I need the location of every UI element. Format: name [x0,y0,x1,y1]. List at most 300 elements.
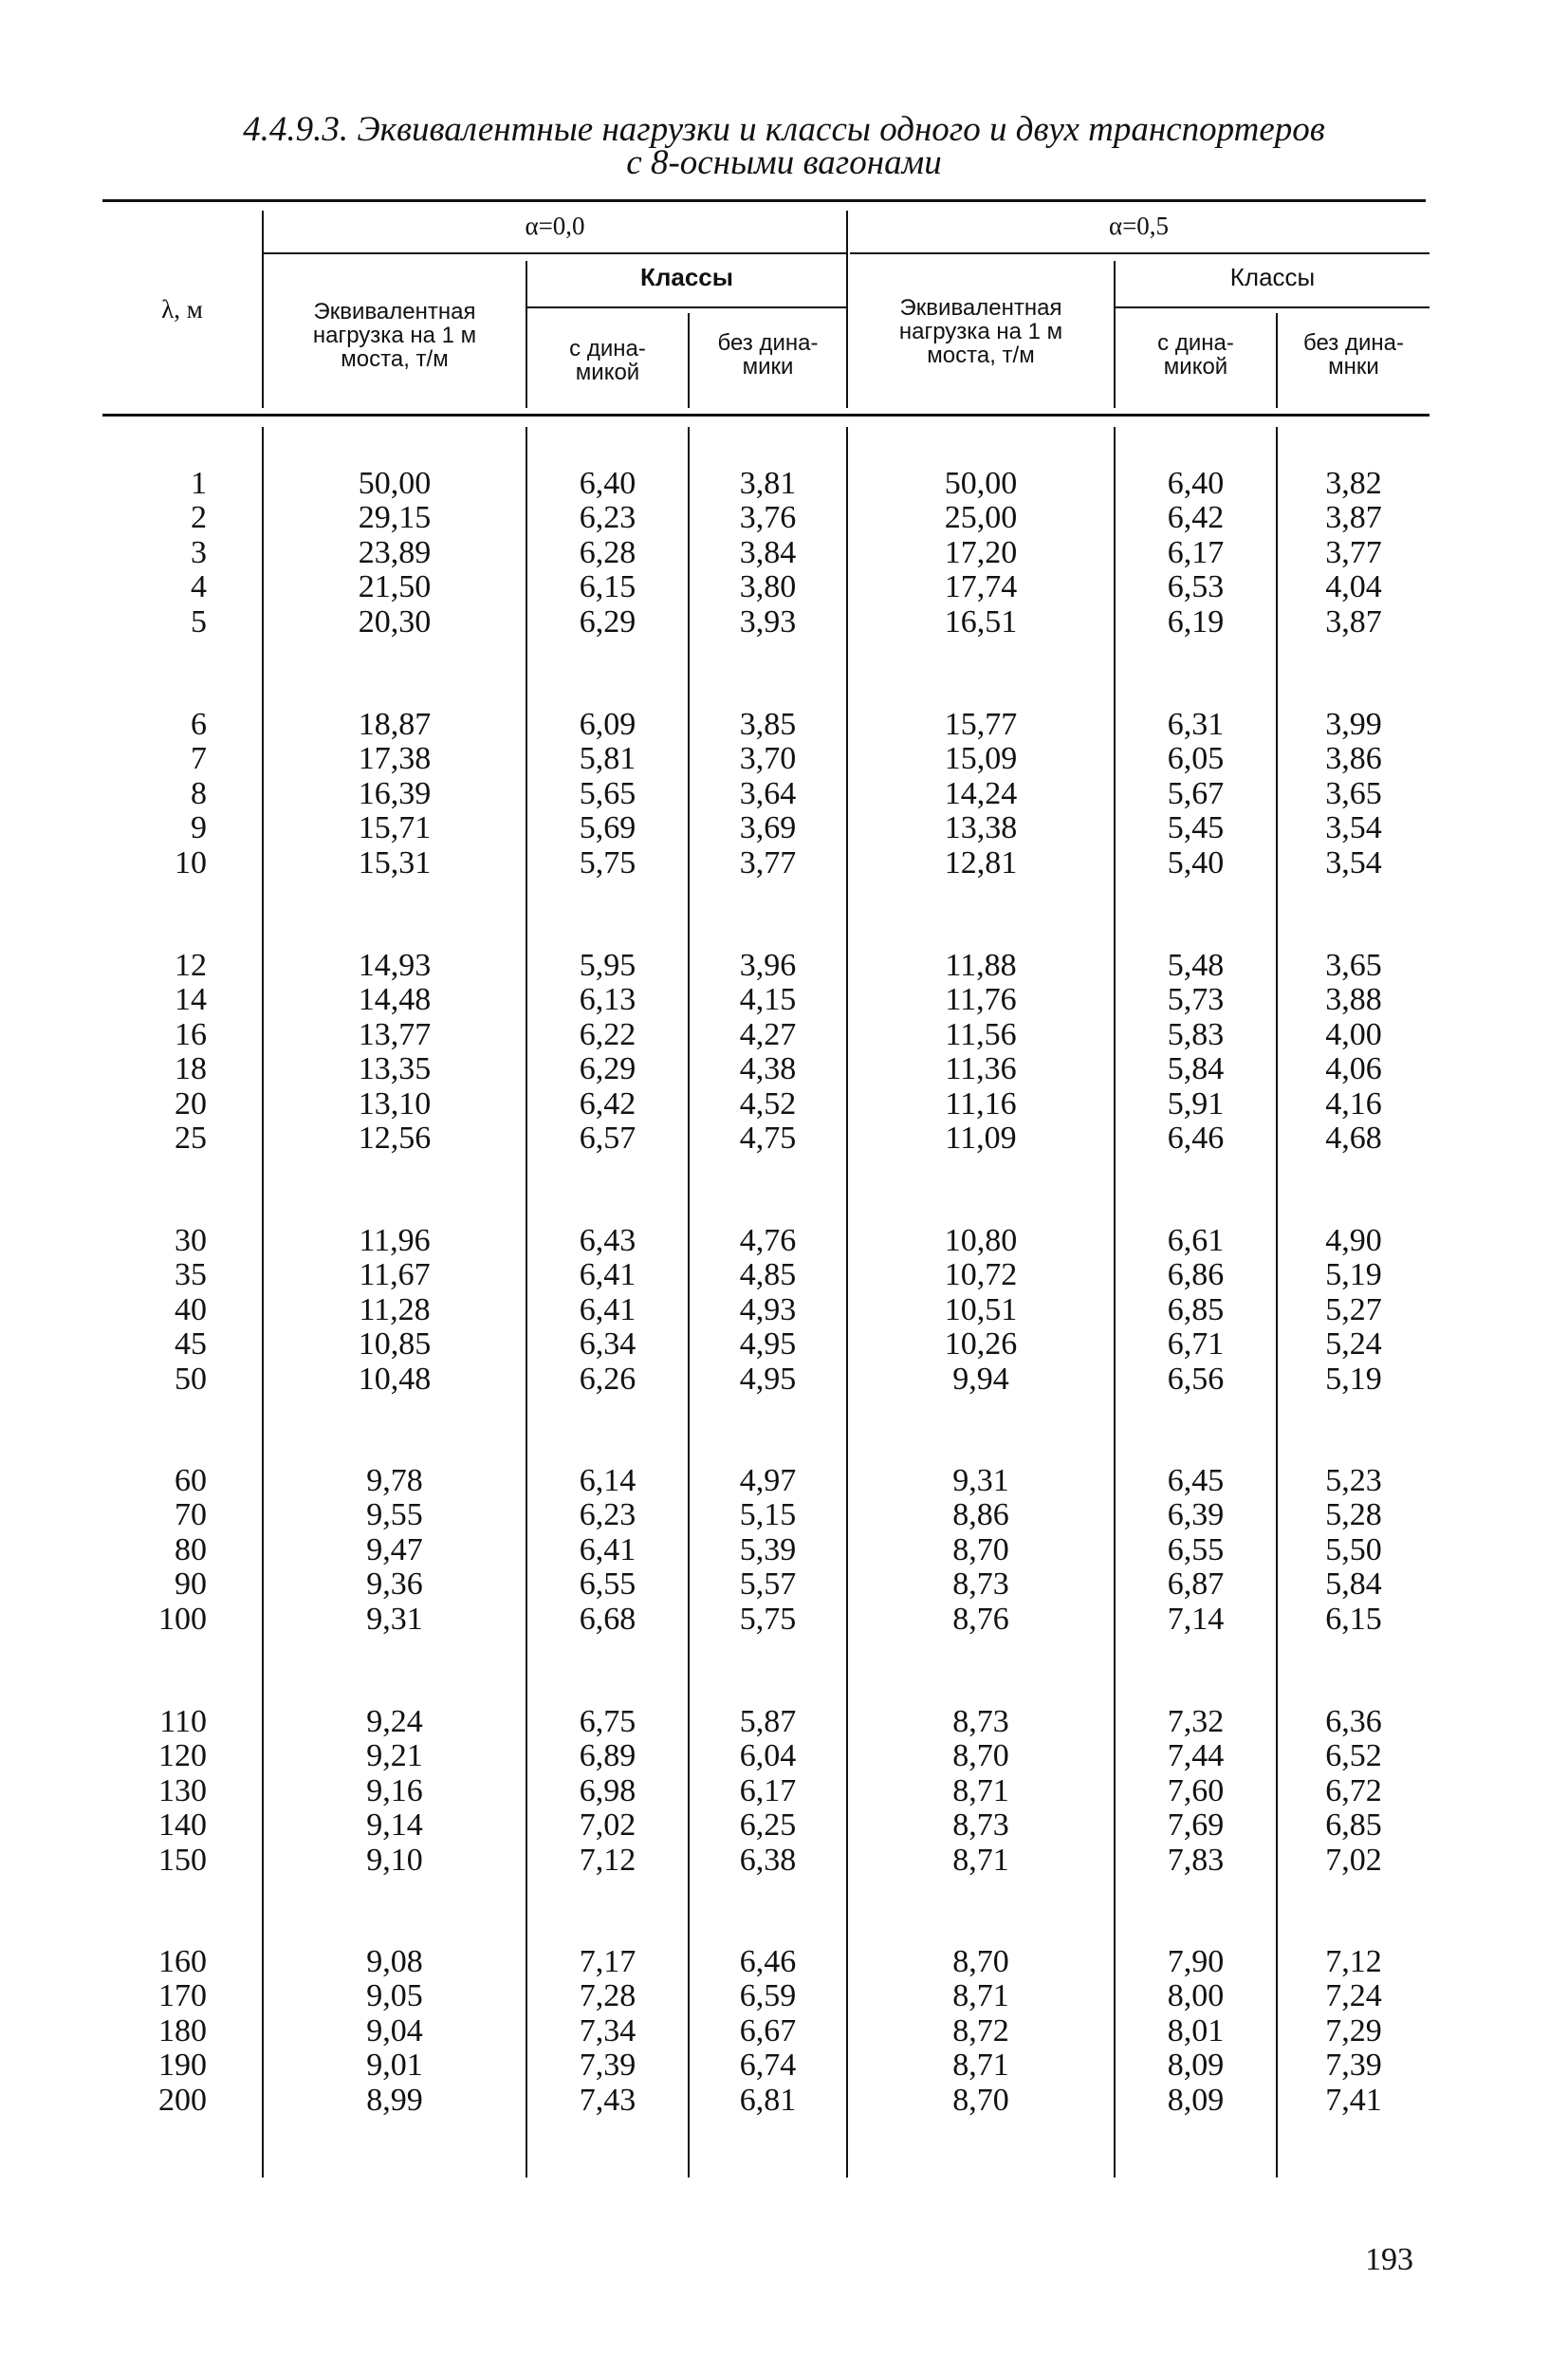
a0-load-cell: 20,30 [358,603,432,639]
header-without-dyn-a05 [1278,331,1430,379]
a0-dyn-cell: 6,41 [579,1531,636,1567]
row-group-7 [0,1945,1568,2125]
lambda-cell: 45 [175,1326,207,1362]
a05-load-cell: 12,81 [944,844,1018,880]
lambda-cell: 5 [191,603,207,639]
a0_nodyn-column [690,949,846,1156]
a0-dyn-cell: 6,55 [579,1566,636,1603]
a0-nodyn-cell: 4,27 [739,1016,797,1052]
a0-nodyn-cell: 4,75 [739,1120,797,1156]
a05-load-cell: 17,20 [944,534,1018,570]
a05-dyn-cell: 8,00 [1167,1978,1225,2014]
a0-load-cell: 13,10 [358,1085,432,1121]
a05-dyn-cell: 6,39 [1167,1497,1225,1533]
a0-nodyn-cell: 3,96 [739,948,797,983]
a0-nodyn-cell: 6,67 [739,2012,797,2048]
row-group-5 [0,1464,1568,1644]
a0-nodyn-cell: 4,93 [739,1291,797,1327]
a0_nodyn-column [690,1705,846,1878]
a05-dyn-cell: 8,09 [1167,2048,1225,2084]
a05_nodyn-column [1278,1224,1430,1397]
lambda-cell: 3 [191,534,207,570]
a0-nodyn-cell: 5,75 [739,1601,797,1637]
a05-dyn-cell: 6,55 [1167,1531,1225,1567]
a05-dyn-cell: 6,61 [1167,1223,1225,1258]
row-group-1 [0,467,1568,647]
a05-load-cell: 8,70 [952,1531,1009,1567]
lambda-cell: 18 [175,1051,207,1087]
header-alpha05: α=0,5 [1108,212,1170,240]
a0_load-column [264,1464,526,1637]
a0_nodyn-column [690,1464,846,1637]
a0-nodyn-cell: 3,84 [739,534,797,570]
a05-nodyn-cell: 6,52 [1325,1738,1382,1774]
a05-load-cell: 13,38 [944,810,1018,846]
lambda-column [102,949,207,1156]
a05-load-cell: 8,71 [952,1772,1009,1808]
a0-load-cell: 18,87 [358,707,432,742]
a0-load-cell: 29,15 [358,500,432,536]
a05_load-column [848,1705,1114,1878]
a0_load-column [264,467,526,639]
table-title-line-1: 4.4.9.3. Эквивалентные нагрузки и классы одного и двух транспортеров [243,110,1325,149]
a0-nodyn-cell: 3,76 [739,500,797,536]
a05_dyn-column [1116,1464,1276,1637]
lambda-column [102,1224,207,1397]
a05-dyn-cell: 5,84 [1167,1051,1225,1087]
a0-load-cell: 9,47 [366,1531,423,1567]
header-bottom-rule [102,414,1430,417]
a0-nodyn-cell: 4,97 [739,1463,797,1498]
lambda-cell: 25 [175,1120,207,1156]
a05-nodyn-cell: 3,99 [1325,707,1382,742]
header-equiv-load-a05 [848,296,1114,367]
a0-load-cell: 9,21 [366,1738,423,1774]
a0-load-cell: 11,96 [359,1223,431,1258]
lambda-cell: 110 [159,1704,207,1739]
a0-load-cell: 9,14 [366,1807,423,1844]
a05-nodyn-cell: 6,15 [1325,1601,1382,1637]
a0-nodyn-cell: 3,69 [739,810,797,846]
a05-nodyn-cell: 3,54 [1325,810,1382,846]
a05-dyn-cell: 6,17 [1167,534,1225,570]
a05-dyn-cell: 7,32 [1167,1704,1225,1739]
a0-nodyn-cell: 4,52 [739,1085,797,1121]
a0_load-column [264,1705,526,1878]
a05-dyn-cell: 7,14 [1167,1601,1225,1637]
lambda-cell: 4 [191,569,207,605]
a05-nodyn-cell: 7,39 [1325,2048,1382,2084]
a05-dyn-cell: 5,40 [1167,844,1225,880]
lambda-cell: 14 [175,982,207,1018]
a0-dyn-cell: 6,68 [579,1601,636,1637]
lambda-cell: 180 [158,2012,207,2048]
a05-dyn-cell: 6,46 [1167,1120,1225,1156]
a0-nodyn-cell: 3,81 [739,466,797,501]
header-classes-a0: Классы [640,263,733,291]
header-without-dyn-a0-line2: мики [742,354,794,380]
lambda-cell: 90 [175,1566,207,1603]
a0-load-cell: 9,08 [366,1944,423,1979]
a05-load-cell: 8,86 [952,1497,1009,1533]
a05-nodyn-cell: 5,19 [1325,1257,1382,1293]
a05-nodyn-cell: 3,87 [1325,500,1382,536]
a0_dyn-column [527,949,688,1156]
a0-dyn-cell: 6,15 [579,569,636,605]
a05-nodyn-cell: 6,85 [1325,1807,1382,1844]
lambda-column [102,1464,207,1637]
lambda-cell: 130 [158,1772,207,1808]
a05_load-column [848,949,1114,1156]
a0-nodyn-cell: 6,74 [739,2048,797,2084]
a0-load-cell: 14,93 [358,948,432,983]
a05-nodyn-cell: 5,84 [1325,1566,1382,1603]
a05-load-cell: 50,00 [944,466,1018,501]
a0-dyn-cell: 6,23 [579,1497,636,1533]
header-with-dyn-a05 [1116,331,1276,379]
a05-dyn-cell: 7,44 [1167,1738,1225,1774]
a05-nodyn-cell: 7,29 [1325,2012,1382,2048]
a0_dyn-column [527,1705,688,1878]
a05_load-column [848,1945,1114,2118]
a05-load-cell: 25,00 [944,500,1018,536]
a05-dyn-cell: 7,90 [1167,1944,1225,1979]
a0-load-cell: 9,36 [366,1566,423,1603]
a05-load-cell: 8,73 [952,1807,1009,1844]
header-lambda: λ, м [161,295,203,324]
a0-dyn-cell: 6,41 [579,1291,636,1327]
a05_dyn-column [1116,1705,1276,1878]
a05-nodyn-cell: 3,82 [1325,466,1382,501]
a0-dyn-cell: 7,02 [579,1807,636,1844]
a0-dyn-cell: 6,14 [579,1463,636,1498]
a05-load-cell: 11,56 [945,1016,1017,1052]
a0-dyn-cell: 7,34 [579,2012,636,2048]
a05-load-cell: 8,71 [952,1842,1009,1878]
a0-nodyn-cell: 3,93 [739,603,797,639]
a0-load-cell: 9,55 [366,1497,423,1533]
a05_nodyn-column [1278,949,1430,1156]
a05-load-cell: 11,36 [945,1051,1017,1087]
a05-load-cell: 9,31 [952,1463,1009,1498]
a0_nodyn-column [690,1224,846,1397]
a0_dyn-column [527,1224,688,1397]
a0-nodyn-cell: 5,87 [739,1704,797,1739]
header-equiv-load-a0-line2: нагрузка на 1 м [312,323,477,348]
a05-load-cell: 8,71 [952,2048,1009,2084]
a05-nodyn-cell: 7,12 [1325,1944,1382,1979]
a05-load-cell: 11,16 [945,1085,1017,1121]
a05-load-cell: 15,77 [944,707,1018,742]
a0-dyn-cell: 6,41 [579,1257,636,1293]
header-with-dyn-a0-line2: микой [575,360,640,385]
a05-nodyn-cell: 4,06 [1325,1051,1382,1087]
a05-dyn-cell: 6,19 [1167,603,1225,639]
a0-dyn-cell: 6,28 [579,534,636,570]
a05-dyn-cell: 6,42 [1167,500,1225,536]
a0-nodyn-cell: 3,64 [739,775,797,811]
classes-underline-right [1116,306,1430,308]
a0-nodyn-cell: 6,59 [739,1978,797,2014]
header-without-dyn-a05-line1: без дина- [1303,330,1404,356]
a0-load-cell: 21,50 [358,569,432,605]
a05_dyn-column [1116,1945,1276,2118]
lambda-cell: 6 [191,707,207,742]
a0-load-cell: 12,56 [358,1120,432,1156]
a05-load-cell: 10,26 [944,1326,1018,1362]
alpha0-underline [264,252,846,254]
a05_load-column [848,708,1114,880]
lambda-column [102,1945,207,2118]
a0-dyn-cell: 6,75 [579,1704,636,1739]
a0-nodyn-cell: 3,70 [739,741,797,777]
lambda-cell: 190 [158,2048,207,2084]
a05-load-cell: 8,71 [952,1978,1009,2014]
a05-nodyn-cell: 4,90 [1325,1223,1382,1258]
header-without-dyn-a0 [690,331,846,379]
a05-nodyn-cell: 5,23 [1325,1463,1382,1498]
a0-nodyn-cell: 4,15 [739,982,797,1018]
lambda-cell: 80 [175,1531,207,1567]
a0-load-cell: 14,48 [358,982,432,1018]
lambda-cell: 100 [158,1601,207,1637]
a0-load-cell: 15,71 [358,810,432,846]
a0-dyn-cell: 5,65 [579,775,636,811]
a05-dyn-cell: 6,85 [1167,1291,1225,1327]
a0-load-cell: 9,05 [366,1978,423,2014]
lambda-cell: 140 [158,1807,207,1844]
a0-nodyn-cell: 6,81 [739,2082,797,2118]
a0-load-cell: 11,28 [359,1291,431,1327]
lambda-cell: 150 [158,1842,207,1878]
a0-nodyn-cell: 5,39 [739,1531,797,1567]
a0-dyn-cell: 6,57 [579,1120,636,1156]
lambda-cell: 7 [191,741,207,777]
a0-nodyn-cell: 3,80 [739,569,797,605]
lambda-cell: 170 [158,1978,207,2014]
a05-dyn-cell: 6,86 [1167,1257,1225,1293]
a05-load-cell: 9,94 [952,1361,1009,1397]
a05-load-cell: 8,73 [952,1566,1009,1603]
lambda-column [102,467,207,639]
a0-load-cell: 9,31 [366,1601,423,1637]
a0-dyn-cell: 6,34 [579,1326,636,1362]
a05_nodyn-column [1278,708,1430,880]
a0_dyn-column [527,708,688,880]
a0-nodyn-cell: 4,76 [739,1223,797,1258]
a05-nodyn-cell: 3,88 [1325,982,1382,1018]
table-title-line-2: с 8-осными вагонами [626,143,942,182]
a0-nodyn-cell: 5,57 [739,1566,797,1603]
header-with-dyn-a05-line2: микой [1163,354,1228,380]
a05-nodyn-cell: 3,65 [1325,775,1382,811]
a05-load-cell: 11,09 [945,1120,1017,1156]
a05-load-cell: 8,72 [952,2012,1009,2048]
a0-load-cell: 9,78 [366,1463,423,1498]
a05-load-cell: 10,51 [944,1291,1018,1327]
a0-nodyn-cell: 6,38 [739,1842,797,1878]
a05-dyn-cell: 6,45 [1167,1463,1225,1498]
a05-nodyn-cell: 7,41 [1325,2082,1382,2118]
a05_dyn-column [1116,708,1276,880]
a05_dyn-column [1116,467,1276,639]
a05-nodyn-cell: 5,27 [1325,1291,1382,1327]
a0-dyn-cell: 6,13 [579,982,636,1018]
a0-dyn-cell: 5,75 [579,844,636,880]
a05-load-cell: 11,76 [945,982,1017,1018]
row-group-3 [0,948,1568,1156]
header-equiv-load-a0-line1: Эквивалентная [313,299,476,324]
a05-nodyn-cell: 5,24 [1325,1326,1382,1362]
a0-load-cell: 23,89 [358,534,432,570]
lambda-cell: 50 [175,1361,207,1397]
a05-load-cell: 16,51 [944,603,1018,639]
a0-load-cell: 10,85 [358,1326,432,1362]
lambda-cell: 10 [175,844,207,880]
a05-load-cell: 11,88 [945,948,1017,983]
header-equiv-load-a05-line2: нагрузка на 1 м [898,319,1063,344]
row-group-6 [0,1705,1568,1885]
a05_load-column [848,467,1114,639]
lambda-cell: 60 [175,1463,207,1498]
a05-dyn-cell: 6,31 [1167,707,1225,742]
a0-dyn-cell: 7,39 [579,2048,636,2084]
a05-dyn-cell: 5,45 [1167,810,1225,846]
a05-dyn-cell: 5,83 [1167,1016,1225,1052]
a0_load-column [264,949,526,1156]
a05-nodyn-cell: 5,28 [1325,1497,1382,1533]
a05-load-cell: 8,70 [952,2082,1009,2118]
a0-nodyn-cell: 4,38 [739,1051,797,1087]
a0-dyn-cell: 7,28 [579,1978,636,2014]
a0-load-cell: 8,99 [366,2082,423,2118]
a0-dyn-cell: 7,17 [579,1944,636,1979]
a05_nodyn-column [1278,1705,1430,1878]
a0-nodyn-cell: 6,04 [739,1738,797,1774]
a0-load-cell: 9,24 [366,1704,423,1739]
header-without-dyn-a0-line1: без дина- [717,330,819,356]
a0-load-cell: 9,16 [366,1772,423,1808]
a0-dyn-cell: 5,81 [579,741,636,777]
a0-nodyn-cell: 3,85 [739,707,797,742]
a0-dyn-cell: 6,22 [579,1016,636,1052]
header-with-dyn-a0 [527,337,688,384]
a0_dyn-column [527,467,688,639]
a05-dyn-cell: 6,87 [1167,1566,1225,1603]
a05-nodyn-cell: 5,50 [1325,1531,1382,1567]
a0-nodyn-cell: 5,15 [739,1497,797,1533]
lambda-cell: 1 [191,466,207,501]
lambda-column [102,1705,207,1878]
a0-dyn-cell: 7,12 [579,1842,636,1878]
a0-dyn-cell: 6,29 [579,603,636,639]
a05-load-cell: 8,73 [952,1704,1009,1739]
a05-nodyn-cell: 3,54 [1325,844,1382,880]
a05-load-cell: 8,70 [952,1944,1009,1979]
lambda-cell: 70 [175,1497,207,1533]
lambda-cell: 16 [175,1016,207,1052]
a0_load-column [264,1945,526,2118]
a05-dyn-cell: 6,40 [1167,466,1225,501]
a05-nodyn-cell: 7,02 [1325,1842,1382,1878]
a0-dyn-cell: 6,89 [579,1738,636,1774]
a05-nodyn-cell: 4,00 [1325,1016,1382,1052]
a05_nodyn-column [1278,1464,1430,1637]
a0-dyn-cell: 6,42 [579,1085,636,1121]
lambda-cell: 30 [175,1223,207,1258]
a0_nodyn-column [690,1945,846,2118]
a05-nodyn-cell: 3,86 [1325,741,1382,777]
a0_load-column [264,1224,526,1397]
a05-load-cell: 15,09 [944,741,1018,777]
a0-load-cell: 9,01 [366,2048,423,2084]
lambda-cell: 40 [175,1291,207,1327]
a05-nodyn-cell: 6,36 [1325,1704,1382,1739]
lambda-cell: 8 [191,775,207,811]
a05-load-cell: 8,76 [952,1601,1009,1637]
alpha05-underline [850,252,1430,254]
a0-load-cell: 9,04 [366,2012,423,2048]
a05_load-column [848,1224,1114,1397]
a0-load-cell: 9,10 [366,1842,423,1878]
a05-dyn-cell: 7,83 [1167,1842,1225,1878]
a0-load-cell: 13,35 [358,1051,432,1087]
a05-dyn-cell: 8,09 [1167,2082,1225,2118]
a05-nodyn-cell: 3,87 [1325,603,1382,639]
a05-dyn-cell: 6,05 [1167,741,1225,777]
a05-dyn-cell: 7,69 [1167,1807,1225,1844]
lambda-cell: 120 [158,1738,207,1774]
a0-dyn-cell: 6,23 [579,500,636,536]
lambda-column [102,708,207,880]
a05-nodyn-cell: 3,77 [1325,534,1382,570]
a05-dyn-cell: 6,53 [1167,569,1225,605]
a0-load-cell: 17,38 [358,741,432,777]
a0-nodyn-cell: 6,25 [739,1807,797,1844]
a05-load-cell: 10,72 [944,1257,1018,1293]
a0-nodyn-cell: 4,85 [739,1257,797,1293]
a05_dyn-column [1116,1224,1276,1397]
a0-load-cell: 50,00 [358,466,432,501]
a0_load-column [264,708,526,880]
a05-nodyn-cell: 5,19 [1325,1361,1382,1397]
a0-nodyn-cell: 4,95 [739,1326,797,1362]
header-alpha0: α=0,0 [525,212,585,240]
table-top-rule [102,199,1426,202]
a0-dyn-cell: 5,95 [579,948,636,983]
lambda-cell: 35 [175,1257,207,1293]
a05-nodyn-cell: 4,16 [1325,1085,1382,1121]
row-group-4 [0,1224,1568,1404]
a05-dyn-cell: 5,67 [1167,775,1225,811]
lambda-cell: 2 [191,500,207,536]
a0-dyn-cell: 6,40 [579,466,636,501]
a05-dyn-cell: 5,91 [1167,1085,1225,1121]
a0-load-cell: 13,77 [358,1016,432,1052]
a05_nodyn-column [1278,467,1430,639]
header-equiv-load-a0-line3: моста, т/м [341,346,449,372]
a05-nodyn-cell: 6,72 [1325,1772,1382,1808]
classes-underline-left [526,306,846,308]
lambda-cell: 160 [158,1944,207,1979]
lambda-cell: 20 [175,1085,207,1121]
a0-dyn-cell: 6,09 [579,707,636,742]
a05-dyn-cell: 5,48 [1167,948,1225,983]
a05-dyn-cell: 5,73 [1167,982,1225,1018]
a05-dyn-cell: 7,60 [1167,1772,1225,1808]
a05-dyn-cell: 6,56 [1167,1361,1225,1397]
a0-dyn-cell: 6,43 [579,1223,636,1258]
